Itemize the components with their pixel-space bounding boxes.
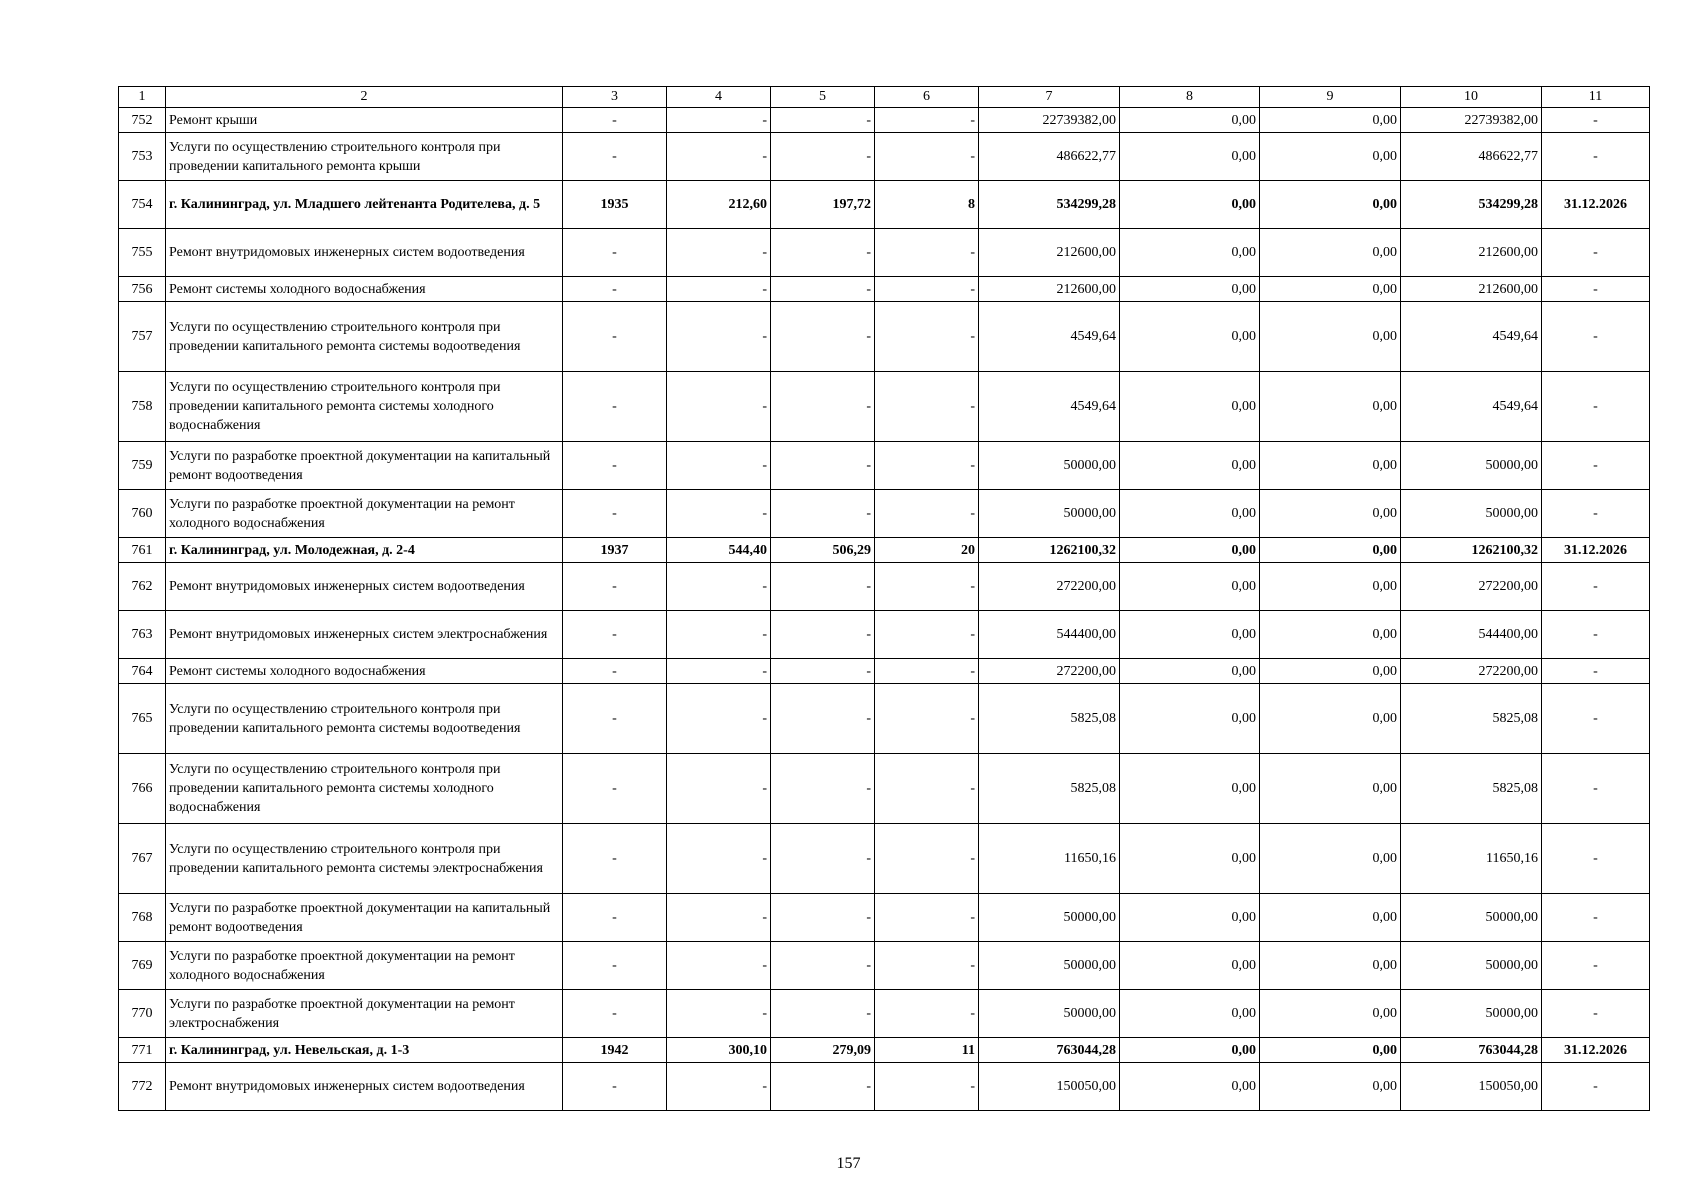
cost-total-cell: 5825,08 bbox=[979, 754, 1120, 824]
year-cell: - bbox=[563, 611, 667, 659]
federal-funds-cell: 0,00 bbox=[1120, 108, 1260, 133]
area-living-cell: 506,29 bbox=[771, 538, 875, 563]
row-number-cell: 769 bbox=[119, 942, 166, 990]
area-living-cell: - bbox=[771, 133, 875, 181]
owner-funds-cell: 50000,00 bbox=[1401, 490, 1542, 538]
area-living-cell: - bbox=[771, 754, 875, 824]
area-living-cell: 197,72 bbox=[771, 181, 875, 229]
work-name-cell: Ремонт внутридомовых инженерных систем водоотведения bbox=[166, 229, 563, 277]
owner-funds-cell: 1262100,32 bbox=[1401, 538, 1542, 563]
year-cell: - bbox=[563, 684, 667, 754]
owner-funds-cell: 11650,16 bbox=[1401, 824, 1542, 894]
year-cell: - bbox=[563, 442, 667, 490]
federal-funds-cell: 0,00 bbox=[1120, 611, 1260, 659]
regional-funds-cell: 0,00 bbox=[1260, 942, 1401, 990]
work-name-cell: Ремонт системы холодного водоснабжения bbox=[166, 277, 563, 302]
work-name-cell: Услуги по разработке проектной документации на капитальный ремонт водоотведения bbox=[166, 442, 563, 490]
column-number-header: 9 bbox=[1260, 87, 1401, 108]
column-number-header: 10 bbox=[1401, 87, 1542, 108]
page-number: 157 bbox=[836, 1155, 861, 1172]
regional-funds-cell: 0,00 bbox=[1260, 372, 1401, 442]
row-number-cell: 772 bbox=[119, 1063, 166, 1111]
area-living-cell: - bbox=[771, 277, 875, 302]
table-row bbox=[119, 133, 1650, 181]
year-cell: - bbox=[563, 229, 667, 277]
federal-funds-cell: 0,00 bbox=[1120, 302, 1260, 372]
area-living-cell: - bbox=[771, 1063, 875, 1111]
owner-funds-cell: 150050,00 bbox=[1401, 1063, 1542, 1111]
area-living-cell: - bbox=[771, 302, 875, 372]
residents-cell: - bbox=[875, 442, 979, 490]
table-row bbox=[119, 563, 1650, 611]
residents-cell: - bbox=[875, 229, 979, 277]
column-number-header: 5 bbox=[771, 87, 875, 108]
regional-funds-cell: 0,00 bbox=[1260, 824, 1401, 894]
regional-funds-cell: 0,00 bbox=[1260, 563, 1401, 611]
residents-cell: - bbox=[875, 894, 979, 942]
row-number-cell: 755 bbox=[119, 229, 166, 277]
regional-funds-cell: 0,00 bbox=[1260, 133, 1401, 181]
residents-cell: - bbox=[875, 824, 979, 894]
area-total-cell: - bbox=[667, 133, 771, 181]
work-name-cell: Услуги по осуществлению строительного контроля при проведении капитального ремонта системы водоотведения bbox=[166, 302, 563, 372]
address-row bbox=[119, 538, 1650, 563]
owner-funds-cell: 763044,28 bbox=[1401, 1038, 1542, 1063]
deadline-cell: - bbox=[1542, 108, 1650, 133]
row-number-cell: 770 bbox=[119, 990, 166, 1038]
deadline-cell: 31.12.2026 bbox=[1542, 1038, 1650, 1063]
year-cell: - bbox=[563, 942, 667, 990]
area-total-cell: - bbox=[667, 490, 771, 538]
residents-cell: - bbox=[875, 684, 979, 754]
residents-cell: - bbox=[875, 659, 979, 684]
area-living-cell: - bbox=[771, 824, 875, 894]
table-row bbox=[119, 442, 1650, 490]
deadline-cell: - bbox=[1542, 1063, 1650, 1111]
area-living-cell: - bbox=[771, 108, 875, 133]
owner-funds-cell: 50000,00 bbox=[1401, 894, 1542, 942]
federal-funds-cell: 0,00 bbox=[1120, 133, 1260, 181]
area-living-cell: - bbox=[771, 942, 875, 990]
owner-funds-cell: 4549,64 bbox=[1401, 302, 1542, 372]
regional-funds-cell: 0,00 bbox=[1260, 1063, 1401, 1111]
residents-cell: 8 bbox=[875, 181, 979, 229]
federal-funds-cell: 0,00 bbox=[1120, 894, 1260, 942]
regional-funds-cell: 0,00 bbox=[1260, 490, 1401, 538]
cost-total-cell: 150050,00 bbox=[979, 1063, 1120, 1111]
row-number-cell: 765 bbox=[119, 684, 166, 754]
work-name-cell: Услуги по осуществлению строительного контроля при проведении капитального ремонта системы водоотведения bbox=[166, 684, 563, 754]
year-cell: 1942 bbox=[563, 1038, 667, 1063]
area-living-cell: - bbox=[771, 229, 875, 277]
owner-funds-cell: 212600,00 bbox=[1401, 277, 1542, 302]
column-number-header: 4 bbox=[667, 87, 771, 108]
owner-funds-cell: 50000,00 bbox=[1401, 942, 1542, 990]
federal-funds-cell: 0,00 bbox=[1120, 824, 1260, 894]
regional-funds-cell: 0,00 bbox=[1260, 611, 1401, 659]
year-cell: - bbox=[563, 302, 667, 372]
cost-total-cell: 4549,64 bbox=[979, 372, 1120, 442]
deadline-cell: - bbox=[1542, 372, 1650, 442]
address-row bbox=[119, 181, 1650, 229]
owner-funds-cell: 272200,00 bbox=[1401, 659, 1542, 684]
federal-funds-cell: 0,00 bbox=[1120, 754, 1260, 824]
deadline-cell: - bbox=[1542, 229, 1650, 277]
area-total-cell: - bbox=[667, 824, 771, 894]
work-name-cell: Услуги по разработке проектной документации на ремонт электроснабжения bbox=[166, 990, 563, 1038]
deadline-cell: - bbox=[1542, 942, 1650, 990]
year-cell: - bbox=[563, 824, 667, 894]
work-name-cell: Услуги по осуществлению строительного контроля при проведении капитального ремонта системы холодного водоснабжения bbox=[166, 754, 563, 824]
deadline-cell: - bbox=[1542, 990, 1650, 1038]
cost-total-cell: 50000,00 bbox=[979, 490, 1120, 538]
regional-funds-cell: 0,00 bbox=[1260, 659, 1401, 684]
work-name-cell: Ремонт внутридомовых инженерных систем водоотведения bbox=[166, 563, 563, 611]
federal-funds-cell: 0,00 bbox=[1120, 563, 1260, 611]
cost-total-cell: 763044,28 bbox=[979, 1038, 1120, 1063]
row-number-cell: 771 bbox=[119, 1038, 166, 1063]
work-name-cell: Услуги по разработке проектной документации на ремонт холодного водоснабжения bbox=[166, 942, 563, 990]
column-number-header: 11 bbox=[1542, 87, 1650, 108]
cost-total-cell: 1262100,32 bbox=[979, 538, 1120, 563]
residents-cell: - bbox=[875, 108, 979, 133]
regional-funds-cell: 0,00 bbox=[1260, 442, 1401, 490]
work-name-cell: Ремонт внутридомовых инженерных систем электроснабжения bbox=[166, 611, 563, 659]
area-total-cell: - bbox=[667, 684, 771, 754]
federal-funds-cell: 0,00 bbox=[1120, 1063, 1260, 1111]
residents-cell: - bbox=[875, 754, 979, 824]
deadline-cell: - bbox=[1542, 754, 1650, 824]
owner-funds-cell: 5825,08 bbox=[1401, 684, 1542, 754]
area-total-cell: 212,60 bbox=[667, 181, 771, 229]
regional-funds-cell: 0,00 bbox=[1260, 277, 1401, 302]
table-row bbox=[119, 229, 1650, 277]
area-total-cell: 300,10 bbox=[667, 1038, 771, 1063]
table-row bbox=[119, 1063, 1650, 1111]
regional-funds-cell: 0,00 bbox=[1260, 990, 1401, 1038]
owner-funds-cell: 50000,00 bbox=[1401, 990, 1542, 1038]
works-table bbox=[118, 86, 1650, 1111]
area-living-cell: - bbox=[771, 659, 875, 684]
year-cell: 1935 bbox=[563, 181, 667, 229]
deadline-cell: 31.12.2026 bbox=[1542, 538, 1650, 563]
area-total-cell: - bbox=[667, 659, 771, 684]
owner-funds-cell: 50000,00 bbox=[1401, 442, 1542, 490]
cost-total-cell: 486622,77 bbox=[979, 133, 1120, 181]
area-total-cell: - bbox=[667, 442, 771, 490]
column-number-header: 7 bbox=[979, 87, 1120, 108]
deadline-cell: - bbox=[1542, 302, 1650, 372]
owner-funds-cell: 272200,00 bbox=[1401, 563, 1542, 611]
regional-funds-cell: 0,00 bbox=[1260, 181, 1401, 229]
area-living-cell: 279,09 bbox=[771, 1038, 875, 1063]
area-living-cell: - bbox=[771, 611, 875, 659]
cost-total-cell: 212600,00 bbox=[979, 229, 1120, 277]
year-cell: - bbox=[563, 133, 667, 181]
area-total-cell: - bbox=[667, 563, 771, 611]
deadline-cell: - bbox=[1542, 684, 1650, 754]
table-row bbox=[119, 894, 1650, 942]
area-total-cell: - bbox=[667, 754, 771, 824]
year-cell: - bbox=[563, 277, 667, 302]
table-row bbox=[119, 990, 1650, 1038]
work-name-cell: Услуги по осуществлению строительного контроля при проведении капитального ремонта системы холодного водоснабжения bbox=[166, 372, 563, 442]
area-living-cell: - bbox=[771, 490, 875, 538]
cost-total-cell: 272200,00 bbox=[979, 659, 1120, 684]
cost-total-cell: 50000,00 bbox=[979, 942, 1120, 990]
owner-funds-cell: 4549,64 bbox=[1401, 372, 1542, 442]
residents-cell: - bbox=[875, 563, 979, 611]
area-total-cell: 544,40 bbox=[667, 538, 771, 563]
row-number-cell: 768 bbox=[119, 894, 166, 942]
row-number-cell: 761 bbox=[119, 538, 166, 563]
federal-funds-cell: 0,00 bbox=[1120, 372, 1260, 442]
federal-funds-cell: 0,00 bbox=[1120, 942, 1260, 990]
regional-funds-cell: 0,00 bbox=[1260, 1038, 1401, 1063]
federal-funds-cell: 0,00 bbox=[1120, 990, 1260, 1038]
table-row bbox=[119, 108, 1650, 133]
table-row bbox=[119, 372, 1650, 442]
owner-funds-cell: 22739382,00 bbox=[1401, 108, 1542, 133]
federal-funds-cell: 0,00 bbox=[1120, 538, 1260, 563]
table-header-row bbox=[119, 87, 1650, 108]
owner-funds-cell: 5825,08 bbox=[1401, 754, 1542, 824]
owner-funds-cell: 212600,00 bbox=[1401, 229, 1542, 277]
year-cell: - bbox=[563, 754, 667, 824]
year-cell: - bbox=[563, 372, 667, 442]
area-total-cell: - bbox=[667, 611, 771, 659]
column-number-header: 6 bbox=[875, 87, 979, 108]
year-cell: - bbox=[563, 659, 667, 684]
table-row bbox=[119, 490, 1650, 538]
cost-total-cell: 11650,16 bbox=[979, 824, 1120, 894]
area-total-cell: - bbox=[667, 277, 771, 302]
residents-cell: - bbox=[875, 990, 979, 1038]
area-living-cell: - bbox=[771, 563, 875, 611]
federal-funds-cell: 0,00 bbox=[1120, 277, 1260, 302]
federal-funds-cell: 0,00 bbox=[1120, 442, 1260, 490]
table-row bbox=[119, 754, 1650, 824]
owner-funds-cell: 486622,77 bbox=[1401, 133, 1542, 181]
work-name-cell: г. Калининград, ул. Младшего лейтенанта Родителева, д. 5 bbox=[166, 181, 563, 229]
residents-cell: - bbox=[875, 611, 979, 659]
deadline-cell: - bbox=[1542, 659, 1650, 684]
regional-funds-cell: 0,00 bbox=[1260, 538, 1401, 563]
year-cell: - bbox=[563, 563, 667, 611]
cost-total-cell: 534299,28 bbox=[979, 181, 1120, 229]
federal-funds-cell: 0,00 bbox=[1120, 229, 1260, 277]
cost-total-cell: 212600,00 bbox=[979, 277, 1120, 302]
year-cell: - bbox=[563, 894, 667, 942]
deadline-cell: - bbox=[1542, 133, 1650, 181]
year-cell: - bbox=[563, 990, 667, 1038]
table-row bbox=[119, 659, 1650, 684]
residents-cell: - bbox=[875, 133, 979, 181]
column-number-header: 3 bbox=[563, 87, 667, 108]
table-row bbox=[119, 611, 1650, 659]
work-name-cell: Услуги по осуществлению строительного контроля при проведении капитального ремонта крыши bbox=[166, 133, 563, 181]
work-name-cell: Ремонт системы холодного водоснабжения bbox=[166, 659, 563, 684]
area-total-cell: - bbox=[667, 1063, 771, 1111]
area-living-cell: - bbox=[771, 684, 875, 754]
row-number-cell: 764 bbox=[119, 659, 166, 684]
row-number-cell: 767 bbox=[119, 824, 166, 894]
work-name-cell: Ремонт крыши bbox=[166, 108, 563, 133]
regional-funds-cell: 0,00 bbox=[1260, 894, 1401, 942]
work-name-cell: Услуги по осуществлению строительного контроля при проведении капитального ремонта системы электроснабжения bbox=[166, 824, 563, 894]
residents-cell: - bbox=[875, 942, 979, 990]
regional-funds-cell: 0,00 bbox=[1260, 108, 1401, 133]
row-number-cell: 766 bbox=[119, 754, 166, 824]
regional-funds-cell: 0,00 bbox=[1260, 229, 1401, 277]
table-row bbox=[119, 684, 1650, 754]
table-row bbox=[119, 277, 1650, 302]
table-row bbox=[119, 942, 1650, 990]
federal-funds-cell: 0,00 bbox=[1120, 490, 1260, 538]
year-cell: - bbox=[563, 490, 667, 538]
area-living-cell: - bbox=[771, 442, 875, 490]
cost-total-cell: 5825,08 bbox=[979, 684, 1120, 754]
federal-funds-cell: 0,00 bbox=[1120, 181, 1260, 229]
deadline-cell: 31.12.2026 bbox=[1542, 181, 1650, 229]
deadline-cell: - bbox=[1542, 442, 1650, 490]
federal-funds-cell: 0,00 bbox=[1120, 1038, 1260, 1063]
row-number-cell: 763 bbox=[119, 611, 166, 659]
regional-funds-cell: 0,00 bbox=[1260, 302, 1401, 372]
table-row bbox=[119, 824, 1650, 894]
row-number-cell: 760 bbox=[119, 490, 166, 538]
residents-cell: - bbox=[875, 277, 979, 302]
deadline-cell: - bbox=[1542, 894, 1650, 942]
area-living-cell: - bbox=[771, 990, 875, 1038]
owner-funds-cell: 534299,28 bbox=[1401, 181, 1542, 229]
row-number-cell: 759 bbox=[119, 442, 166, 490]
area-living-cell: - bbox=[771, 372, 875, 442]
column-number-header: 8 bbox=[1120, 87, 1260, 108]
owner-funds-cell: 544400,00 bbox=[1401, 611, 1542, 659]
residents-cell: - bbox=[875, 372, 979, 442]
residents-cell: - bbox=[875, 1063, 979, 1111]
area-total-cell: - bbox=[667, 302, 771, 372]
row-number-cell: 762 bbox=[119, 563, 166, 611]
work-name-cell: г. Калининград, ул. Невельская, д. 1-3 bbox=[166, 1038, 563, 1063]
cost-total-cell: 50000,00 bbox=[979, 894, 1120, 942]
area-total-cell: - bbox=[667, 372, 771, 442]
cost-total-cell: 50000,00 bbox=[979, 442, 1120, 490]
row-number-cell: 756 bbox=[119, 277, 166, 302]
deadline-cell: - bbox=[1542, 490, 1650, 538]
work-name-cell: Услуги по разработке проектной документации на ремонт холодного водоснабжения bbox=[166, 490, 563, 538]
work-name-cell: Ремонт внутридомовых инженерных систем водоотведения bbox=[166, 1063, 563, 1111]
work-name-cell: Услуги по разработке проектной документации на капитальный ремонт водоотведения bbox=[166, 894, 563, 942]
regional-funds-cell: 0,00 bbox=[1260, 684, 1401, 754]
federal-funds-cell: 0,00 bbox=[1120, 659, 1260, 684]
row-number-cell: 754 bbox=[119, 181, 166, 229]
residents-cell: - bbox=[875, 302, 979, 372]
row-number-cell: 753 bbox=[119, 133, 166, 181]
deadline-cell: - bbox=[1542, 824, 1650, 894]
cost-total-cell: 50000,00 bbox=[979, 990, 1120, 1038]
row-number-cell: 752 bbox=[119, 108, 166, 133]
year-cell: - bbox=[563, 108, 667, 133]
deadline-cell: - bbox=[1542, 611, 1650, 659]
cost-total-cell: 544400,00 bbox=[979, 611, 1120, 659]
federal-funds-cell: 0,00 bbox=[1120, 684, 1260, 754]
row-number-cell: 758 bbox=[119, 372, 166, 442]
area-total-cell: - bbox=[667, 229, 771, 277]
cost-total-cell: 4549,64 bbox=[979, 302, 1120, 372]
year-cell: - bbox=[563, 1063, 667, 1111]
area-total-cell: - bbox=[667, 894, 771, 942]
column-number-header: 2 bbox=[166, 87, 563, 108]
work-name-cell: г. Калининград, ул. Молодежная, д. 2-4 bbox=[166, 538, 563, 563]
regional-funds-cell: 0,00 bbox=[1260, 754, 1401, 824]
residents-cell: - bbox=[875, 490, 979, 538]
cost-total-cell: 272200,00 bbox=[979, 563, 1120, 611]
cost-total-cell: 22739382,00 bbox=[979, 108, 1120, 133]
deadline-cell: - bbox=[1542, 277, 1650, 302]
row-number-cell: 757 bbox=[119, 302, 166, 372]
deadline-cell: - bbox=[1542, 563, 1650, 611]
column-number-header: 1 bbox=[119, 87, 166, 108]
year-cell: 1937 bbox=[563, 538, 667, 563]
area-total-cell: - bbox=[667, 942, 771, 990]
area-total-cell: - bbox=[667, 990, 771, 1038]
area-living-cell: - bbox=[771, 894, 875, 942]
area-total-cell: - bbox=[667, 108, 771, 133]
residents-cell: 20 bbox=[875, 538, 979, 563]
address-row bbox=[119, 1038, 1650, 1063]
table-row bbox=[119, 302, 1650, 372]
residents-cell: 11 bbox=[875, 1038, 979, 1063]
